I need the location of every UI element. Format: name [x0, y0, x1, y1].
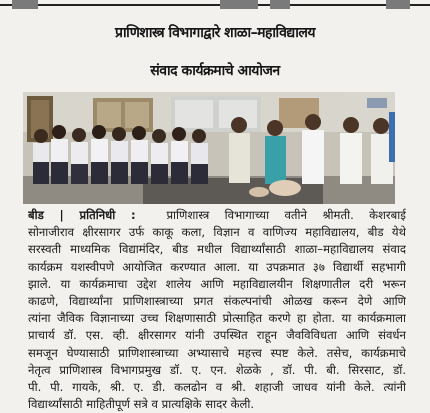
article-line-12: विद्यार्थ्यांसाठी माहितीपूर्ण सत्रे व प्रात्यक्षिके सादर केली. — [28, 397, 255, 412]
article-line-9: समजून घेण्यासाठी प्राणिशास्त्राच्या अभ्यासाचे महत्त्व स्पष्ट केले. तसेच, कार्यक्रमाचे — [28, 345, 406, 360]
article-line-7: त्यांना जैविक विज्ञानाच्या उच्च शिक्षणासाठी प्रोत्साहित करणे हा होता. या कार्यक्रमाला — [28, 311, 406, 326]
article-line-6: काढणे, विद्यार्थ्यांना प्राणिशास्त्राच्या प्रगत संकल्पनांची ओळख करून देणे आणि — [28, 294, 406, 309]
article-body — [28, 207, 406, 413]
article-line-3: सरस्वती माध्यमिक विद्यामंदिर, बीड मधील विद्यार्थ्यांसाठी शाळा–महाविद्यालय संवाद — [28, 242, 406, 257]
article-line-2: सोनाजीराव क्षीरसागर उर्फ काकू कला, विज्ञान व वाणिज्य महाविद्यालय, बीड येथे — [28, 225, 406, 240]
cropped-text-fragment — [270, 0, 290, 9]
cropped-text-fragment — [12, 0, 38, 9]
article-text: प्राणिशास्त्र विभागाच्या वतीने श्रीमती. केशरबाई — [166, 208, 406, 222]
headline-line-2: संवाद कार्यक्रमाचे आयोजन — [150, 63, 280, 79]
article-line-5: झाले. या कार्यक्रमाचा उद्देश शालेय आणि महाविद्यालयीन शिक्षणातील दरी भरून — [28, 276, 406, 291]
group-photo-illustration — [23, 92, 395, 204]
cropped-text-fragment — [220, 0, 258, 9]
headline-line-1: प्राणिशास्त्र विभागाद्वारे शाळा–महाविद्यालय — [114, 25, 315, 41]
cropped-text-fragment — [386, 0, 410, 9]
news-headline — [0, 14, 430, 90]
dateline: बीड | प्रतिनिधी : — [28, 208, 136, 222]
page-top-border — [0, 0, 430, 9]
top-rule — [0, 4, 430, 6]
group-photo — [23, 92, 395, 204]
article-line-11: पी. पी. गायके, श्री. ए. डी. कलढोन व श्री. शहाजी जाधव यांनी केले. त्यांनी — [28, 380, 406, 395]
article-line-8: प्राचार्य डॉ. एस. व्ही. क्षीरसागर यांनी उपस्थित राहून जैवविविधता आणि संवर्धन — [28, 328, 406, 343]
article-line-1 — [28, 207, 406, 224]
article-line-10: नेतृत्व प्राणिशास्त्र विभागप्रमुख डॉ. ए. एन. शेळके , डॉ. पी. बी. सिरसाट, डॉ. — [28, 362, 406, 377]
article-line-4: कार्यक्रम यशस्वीपणे आयोजित करण्यात आला. या उपक्रमात ३७ विद्यार्थी सहभागी — [28, 259, 406, 274]
